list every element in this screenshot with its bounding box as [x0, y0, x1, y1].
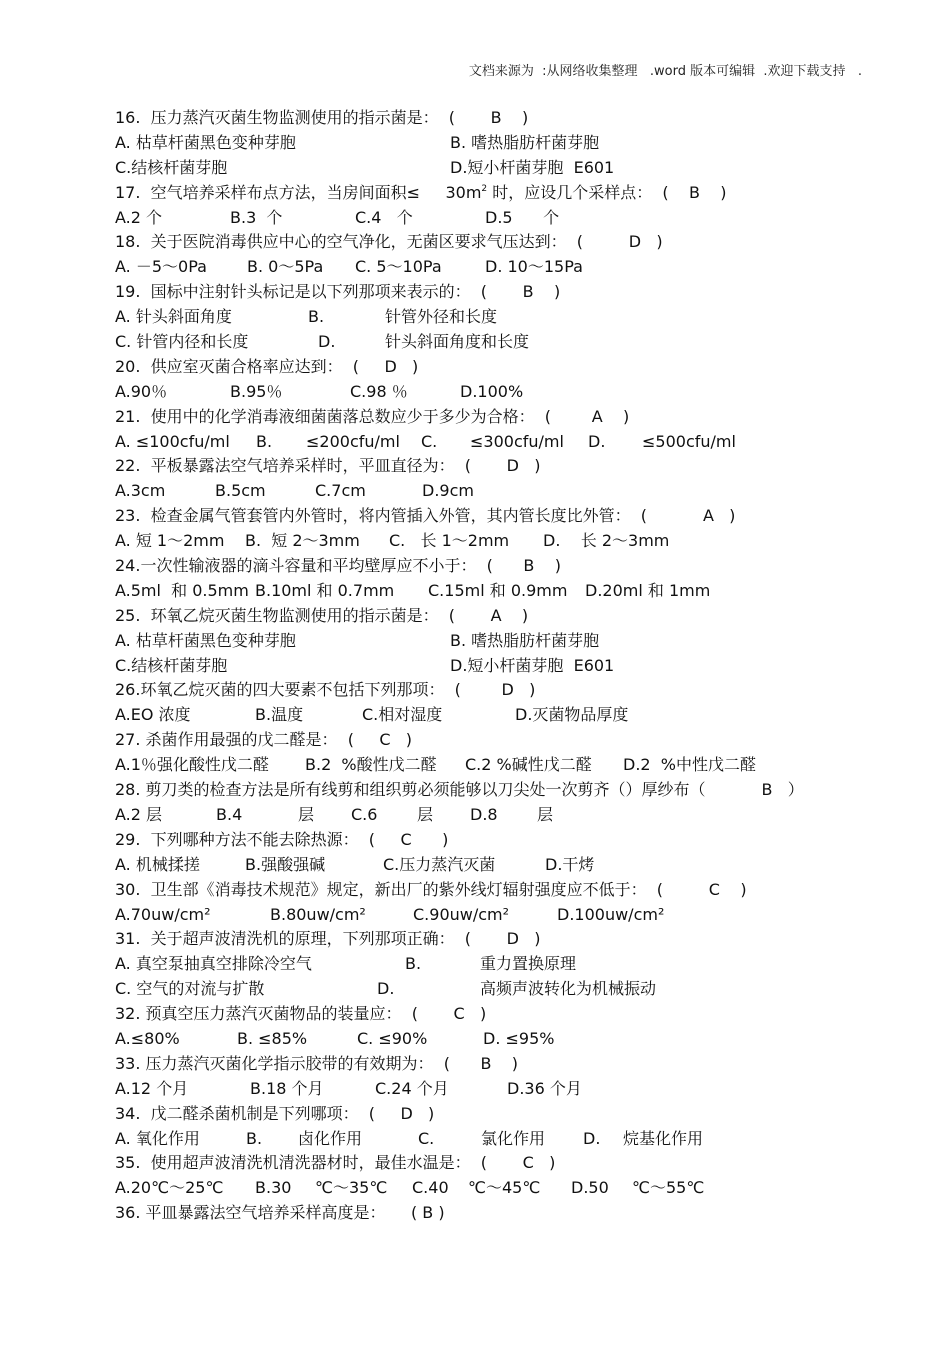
question-line: [115, 878, 875, 903]
option-text: C.90uw/cm²: [413, 904, 510, 924]
options-line: [115, 629, 875, 654]
option-text: C.压力蒸汽灭菌: [383, 854, 496, 874]
option-text: D. ≤95%: [483, 1028, 555, 1048]
question-text: 21. 使用中的化学消毒液细菌菌落总数应少于多少为合格： ( A ): [115, 406, 630, 426]
option-text: D.36 个月: [507, 1078, 582, 1098]
question-line: [115, 181, 875, 206]
option-text: C.结核杆菌芽胞: [115, 655, 228, 675]
question-text: 35. 使用超声波清洗机清洗器材时，最佳水温是： ( C ): [115, 1153, 556, 1173]
option-text: D.8: [470, 804, 498, 824]
option-text: B. 0～5Pa: [247, 257, 324, 277]
option-text: C.98 ％: [350, 381, 408, 401]
options-line: [115, 255, 875, 280]
option-text: A. 枯草杆菌黑色变种芽胞: [115, 132, 296, 152]
options-line: [115, 853, 875, 878]
question-text: 24.一次性输液器的滴斗容量和平均壁厚应不小于： ( B ): [115, 556, 561, 576]
option-text: A.12 个月: [115, 1078, 189, 1098]
question-text: 26.环氧乙烷灭菌的四大要素不包括下列那项： ( D ): [115, 680, 536, 700]
option-text: C.7cm: [315, 481, 366, 501]
question-text: 33. 压力蒸汽灭菌化学指示胶带的有效期为： ( B ): [115, 1053, 519, 1073]
option-text: ℃～55℃: [632, 1178, 705, 1198]
question-text: 34. 戊二醛杀菌机制是下列哪项： ( D ): [115, 1103, 435, 1123]
option-text: C.2 %碱性戊二醛: [465, 755, 592, 775]
option-text: C. 5～10Pa: [355, 257, 442, 277]
question-text: 19. 国标中注射针头标记是以下列那项来表示的： ( B ): [115, 282, 561, 302]
options-line: [115, 654, 875, 679]
option-text: 卤化作用: [298, 1128, 363, 1148]
option-text: B.: [256, 431, 273, 451]
option-text: B.30: [255, 1178, 292, 1198]
question-text: 29. 下列哪种方法不能去除热源： ( C ): [115, 829, 449, 849]
option-text: C.24 个月: [375, 1078, 449, 1098]
option-text: D.短小杆菌芽胞 E601: [450, 157, 615, 177]
option-text: A.5ml 和 0.5mm: [115, 580, 249, 600]
question-text: 20. 供应室灭菌合格率应达到： ( D ): [115, 356, 419, 376]
option-text: 层: [417, 804, 434, 824]
option-text: B.4: [216, 804, 243, 824]
options-line: [115, 952, 875, 977]
option-text: B.5cm: [215, 481, 266, 501]
options-line: [115, 1077, 875, 1102]
option-text: C.相对湿度: [362, 705, 443, 725]
options-line: [115, 1127, 875, 1152]
option-text: ≤500cfu/ml: [642, 431, 736, 451]
option-text: C. 空气的对流与扩散: [115, 979, 265, 999]
option-text: D.: [318, 332, 336, 352]
option-text: A. －5～0Pa: [115, 257, 207, 277]
option-text: 层: [298, 804, 315, 824]
option-text: D.2 %中性戊二醛: [623, 755, 756, 775]
options-line: [115, 977, 875, 1002]
question-line: [115, 1201, 875, 1226]
option-text: C. 长 1～2mm: [389, 531, 510, 551]
options-line: [115, 330, 875, 355]
question-line: [115, 604, 875, 629]
option-text: A. 真空泵抽真空排除冷空气: [115, 954, 312, 974]
option-text: D.: [583, 1128, 601, 1148]
question-line: [115, 230, 875, 255]
question-text: 16. 压力蒸汽灭菌生物监测使用的指示菌是： ( B ): [115, 108, 529, 127]
options-line: [115, 903, 875, 928]
question-line: [115, 1002, 875, 1027]
question-line: [115, 355, 875, 380]
question-line: [115, 828, 875, 853]
question-line: [115, 927, 875, 952]
question-text: 27. 杀菌作用最强的戊二醛是： ( C ): [115, 730, 413, 750]
question-text: 36. 平皿暴露法空气培养采样高度是： ( B ): [115, 1203, 445, 1223]
option-text: D.50: [571, 1178, 609, 1198]
option-text: D.干烤: [545, 854, 595, 874]
option-text: D. 长 2～3mm: [543, 531, 670, 551]
option-text: ℃～45℃: [468, 1178, 541, 1198]
option-text: D.短小杆菌芽胞 E601: [450, 655, 615, 675]
page-header: 文档来源为 :从网络收集整理 .word 版本可编辑 .欢迎下载支持 .: [468, 64, 862, 79]
option-text: 针头斜面角度和长度: [385, 332, 530, 352]
option-text: A. 氧化作用: [115, 1128, 200, 1148]
option-text: B.95％: [230, 381, 283, 401]
option-text: A.3cm: [115, 481, 166, 501]
option-text: D.100uw/cm²: [557, 904, 665, 924]
options-line: [115, 206, 875, 231]
superscript: 2: [481, 183, 488, 194]
options-line: [115, 156, 875, 181]
options-line: [115, 579, 875, 604]
question-line: [115, 728, 875, 753]
question-line: [115, 106, 875, 131]
options-line: [115, 305, 875, 330]
question-line: [115, 504, 875, 529]
option-text: B.: [246, 1128, 263, 1148]
question-text: 32. 预真空压力蒸汽灭菌物品的装量应： ( C ): [115, 1004, 487, 1024]
options-line: [115, 703, 875, 728]
option-text: A. 机械揉搓: [115, 854, 200, 874]
option-text: B.80uw/cm²: [270, 904, 366, 924]
option-text: B. 短 2～3mm: [245, 531, 360, 551]
option-text: C.: [418, 1128, 435, 1148]
option-text: B.强酸强碱: [245, 854, 326, 874]
options-line: [115, 803, 875, 828]
question-line: [115, 1102, 875, 1127]
option-text: B. 嗜热脂肪杆菌芽胞: [450, 132, 600, 152]
option-text: B.: [308, 307, 325, 327]
option-text: B. ≤85%: [237, 1028, 308, 1048]
option-text: A.20℃～25℃: [115, 1178, 224, 1198]
question-line: [115, 1151, 875, 1176]
option-text: D.5 个: [485, 207, 560, 227]
option-text: 烷基化作用: [623, 1128, 704, 1148]
options-line: [115, 753, 875, 778]
option-text: A.1％强化酸性戊二醛: [115, 755, 269, 775]
question-text: 28. 剪刀类的检查方法是所有线剪和组织剪必须能够以刀尖处一次剪齐（）厚纱布（ B ）: [115, 780, 804, 800]
option-text: C.: [421, 431, 438, 451]
question-line: [115, 778, 875, 803]
question-line: [115, 1052, 875, 1077]
option-text: 重力置换原理: [480, 954, 577, 974]
option-text: A.2 层: [115, 804, 163, 824]
option-text: A.2 个: [115, 207, 163, 227]
option-text: C.40: [412, 1178, 449, 1198]
option-text: 层: [537, 804, 554, 824]
question-list: [115, 106, 875, 1226]
option-text: D.: [377, 979, 395, 999]
options-line: [115, 1027, 875, 1052]
option-text: D.9cm: [422, 481, 474, 501]
option-text: B.10ml 和 0.7mm: [255, 580, 395, 600]
option-text: C.15ml 和 0.9mm: [428, 580, 568, 600]
options-line: [115, 430, 875, 455]
option-text: A. 针头斜面角度: [115, 307, 232, 327]
question-line: [115, 454, 875, 479]
option-text: D.灭菌物品厚度: [515, 705, 629, 725]
options-line: [115, 529, 875, 554]
question-text: 31. 关于超声波清洗机的原理，下列那项正确： ( D ): [115, 929, 541, 949]
option-text: C.结核杆菌芽胞: [115, 157, 228, 177]
option-text: D.: [588, 431, 606, 451]
option-text: A.≤80%: [115, 1028, 180, 1048]
question-line: [115, 280, 875, 305]
option-text: A.70uw/cm²: [115, 904, 211, 924]
option-text: 氯化作用: [481, 1128, 546, 1148]
option-text: B.18 个月: [250, 1078, 324, 1098]
option-text: B. 嗜热脂肪杆菌芽胞: [450, 630, 600, 650]
option-text: A.90％: [115, 381, 168, 401]
question-line: [115, 405, 875, 430]
option-text: C. 针管内径和长度: [115, 332, 249, 352]
option-text: C. ≤90%: [357, 1028, 428, 1048]
option-text: B.3 个: [230, 207, 283, 227]
option-text: ≤300cfu/ml: [470, 431, 564, 451]
option-text: A. 枯草杆菌黑色变种芽胞: [115, 630, 296, 650]
option-text: D.100%: [460, 381, 524, 401]
option-text: C.6: [351, 804, 378, 824]
option-text: B.: [405, 954, 422, 974]
options-line: [115, 380, 875, 405]
option-text: ≤200cfu/ml: [306, 431, 400, 451]
question-text: 30. 卫生部《消毒技术规范》规定，新出厂的紫外线灯辐射强度应不低于： ( C ): [115, 879, 747, 899]
options-line: [115, 1176, 875, 1201]
option-text: A. 短 1～2mm: [115, 531, 225, 551]
option-text: B.2 %酸性戊二醛: [305, 755, 437, 775]
question-text: 17. 空气培养采样布点方法，当房间面积≤ $30m^2$ 时，应设几个采样点： ( B ): [115, 182, 727, 202]
question-text: 22. 平板暴露法空气培养采样时，平皿直径为： ( D ): [115, 456, 541, 476]
question-line: [115, 678, 875, 703]
option-text: B.温度: [255, 705, 304, 725]
option-text: 高频声波转化为机械振动: [480, 979, 657, 999]
option-text: D. 10～15Pa: [485, 257, 583, 277]
option-text: C.4 个: [355, 207, 413, 227]
question-line: [115, 554, 875, 579]
question-text: 18. 关于医院消毒供应中心的空气净化，无菌区要求气压达到： ( D ): [115, 232, 663, 252]
option-text: 针管外径和长度: [385, 307, 498, 327]
options-line: [115, 479, 875, 504]
option-text: A.EO 浓度: [115, 705, 191, 725]
question-text: 23. 检查金属气管套管内外管时，将内管插入外管，其内管长度比外管： ( A ): [115, 506, 736, 526]
question-text-tail: 时，应设几个采样点： ( B ): [487, 182, 727, 202]
option-text: D.20ml 和 1mm: [585, 580, 711, 600]
option-text: A. ≤100cfu/ml: [115, 431, 230, 451]
options-line: [115, 131, 875, 156]
option-text: ℃～35℃: [315, 1178, 388, 1198]
question-text: 25. 环氧乙烷灭菌生物监测使用的指示菌是： ( A ): [115, 605, 529, 625]
